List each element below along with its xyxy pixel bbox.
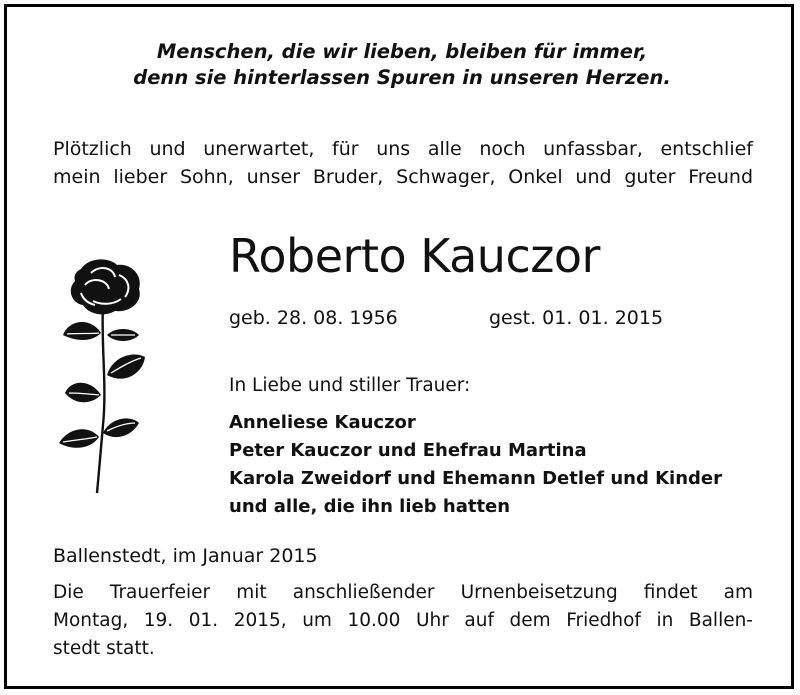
birth-date: geb. 28. 08. 1956: [229, 307, 398, 329]
motto-line-2: denn sie hinterlassen Spuren in unseren Herzen.: [133, 66, 671, 89]
deceased-name: Roberto Kauczor: [229, 229, 600, 283]
motto: [7, 39, 797, 91]
intro-line-2: mein lieber Sohn, unser Bruder, Schwager, Onkel und guter Freund: [53, 166, 753, 188]
place-date: Ballenstedt, im Januar 2015: [53, 545, 318, 567]
service-line-1: Die Trauerfeier mit anschließender Urnenbeisetzung findet am: [53, 582, 753, 603]
motto-line-1: Menschen, die wir lieben, bleiben für immer,: [156, 40, 648, 63]
mourner-item: Anneliese Kauczor: [229, 412, 416, 433]
death-date: gest. 01. 01. 2015: [489, 307, 664, 329]
mourners-list: [229, 409, 722, 521]
intro-text: [53, 135, 753, 191]
obituary-frame: [4, 4, 794, 689]
service-line-2: Montag, 19. 01. 2015, um 10.00 Uhr auf dem Friedhof in Ballen-: [53, 610, 753, 631]
mourner-item: Peter Kauczor und Ehefrau Martina: [229, 440, 587, 461]
rose-icon: [51, 255, 155, 495]
mourner-item: Karola Zweidorf und Ehemann Detlef und Kinder: [229, 468, 723, 489]
funeral-service-text: [53, 579, 753, 663]
intro-line-1: Plötzlich und unerwartet, für uns alle noch unfassbar, entschlief: [53, 138, 753, 160]
mourning-label: In Liebe und stiller Trauer:: [229, 375, 471, 396]
service-line-3: stedt statt.: [53, 638, 155, 659]
mourner-item: und alle, die ihn lieb hatten: [229, 496, 511, 517]
